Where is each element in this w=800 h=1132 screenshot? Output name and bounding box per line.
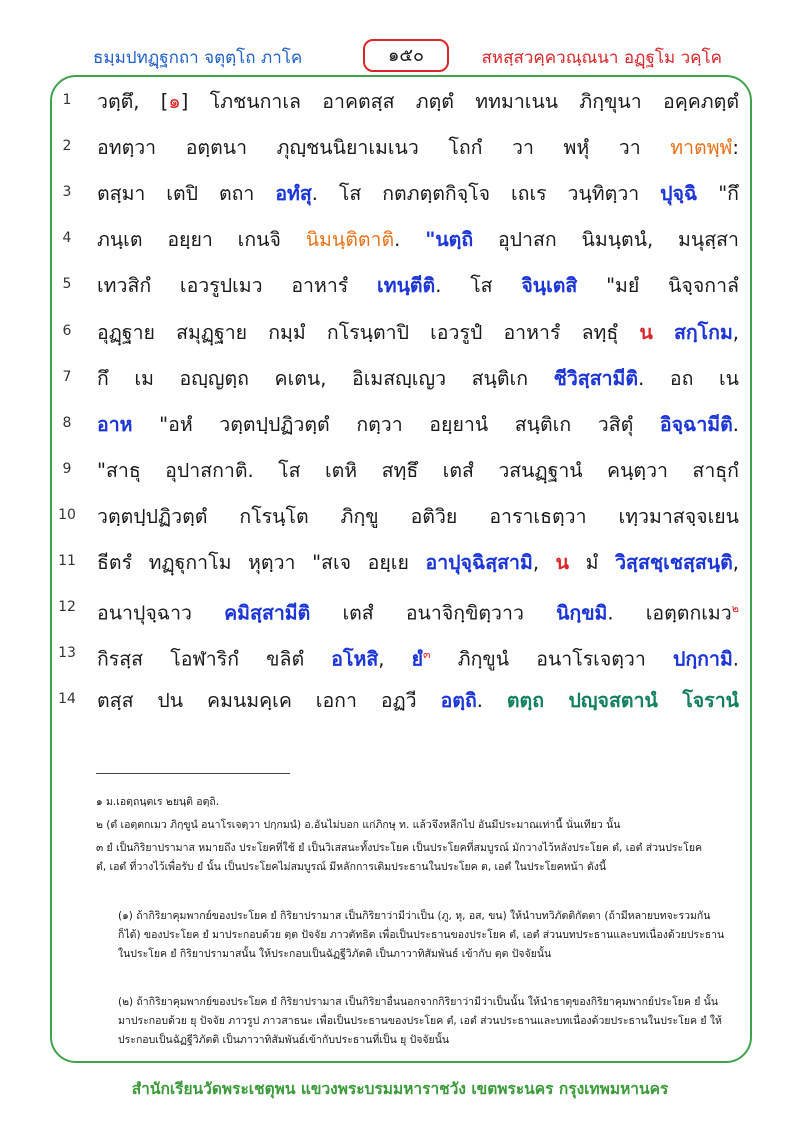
text-segment: ธีตรํ ทฏฺฐุกาโม หุตฺวา "สเจ อยฺเย xyxy=(97,551,426,574)
footer-institution: สำนักเรียนวัดพระเชตุพน แขวงพระบรมมหาราชวัง เขตพระนคร กรุงเทพมหานคร xyxy=(131,1080,669,1098)
line-text xyxy=(97,497,739,537)
text-line xyxy=(0,174,800,214)
footnote-marker: ๒ xyxy=(731,602,739,616)
text-segment: อโหสิ xyxy=(331,647,379,671)
text-segment: . xyxy=(394,228,426,252)
text-segment: . เอตฺตกเมว xyxy=(607,601,732,625)
line-number: 6 xyxy=(62,322,72,339)
header-chapter-title: สหสฺสวคฺควณฺณนา อฏฺฐโม วคฺโค xyxy=(481,48,722,68)
line-text xyxy=(97,128,739,168)
line-number: 8 xyxy=(62,414,72,431)
line-text xyxy=(97,266,739,306)
text-segment: ปุจฺฉิ xyxy=(660,182,698,206)
text-segment: ภนฺเต อยฺยา เกนจิ xyxy=(97,228,306,252)
text-line xyxy=(0,497,800,537)
header-book-title: ธมฺมปทฏฺฐกถา จตุตฺโถ ภาโค xyxy=(93,48,303,68)
text-line xyxy=(0,359,800,399)
text-segment: นิกฺขมิ xyxy=(556,601,608,625)
text-segment: ๑ xyxy=(168,90,181,113)
text-segment: "สาธุ อุปาสกาติ. โส เตหิ สทฺธึ เตสํ วสนฏฺฐานํ คนฺตฺวา สาธุกํ xyxy=(97,458,739,482)
line-number: 7 xyxy=(62,368,72,385)
line-text xyxy=(97,681,739,721)
text-segment: ปกฺกามิ xyxy=(673,647,733,671)
line-text xyxy=(97,451,739,491)
text-segment: น xyxy=(555,551,570,574)
text-segment: ชีวิสฺสามีติ xyxy=(553,366,639,390)
text-segment: อทตฺวา อตฺตนา ภุญฺชนนิยาเมเนว โถกํ วา พหุํ วา xyxy=(97,136,671,160)
text-segment: เทวสิกํ เอวรูปเมว อาหารํ xyxy=(97,274,378,298)
text-segment: ตสฺมา เตปิ ตถา xyxy=(97,182,276,206)
text-segment: เตสํ อนาจิกฺขิตฺวาว xyxy=(310,601,557,625)
footnote-marker: ๓ xyxy=(423,648,431,662)
line-number: 13 xyxy=(58,645,76,662)
line-number: 11 xyxy=(58,553,76,569)
text-segment: "นตฺถิ xyxy=(425,228,474,252)
line-number: 9 xyxy=(62,460,72,477)
footnote-3-rule-1: (๑) ถ้ากิริยาคุมพากย์ของประโยค ยํ กิริยาปรามาส เป็นกิริยาว่ามีว่าเป็น (ภู, หุ, อส, ขน) ให้นำบทวิภัตติกัตตา (ถ้ามีหลายบทจะรวมกันก็ได้) ของประโยค ยํ มาประกอบด้วย ตฺต ปัจจัย ภาวตัทธิต เพื่อเป็นประธานของประโยค ตํ, เอตํ ส่วนบทประธานและบทเนื่องด้วยประธานในประโยค ยํ กิริยาปรามาสนั้น ให้ประกอบเป็นฉัฏฐีวิภัตติ เป็นภาวาทิสัมพันธ์ เข้ากับ ตฺต ปัจจัยนั้น xyxy=(118,910,725,960)
line-text xyxy=(97,405,739,445)
text-line xyxy=(0,635,800,675)
line-number: 2 xyxy=(62,138,72,155)
text-segment: . โส xyxy=(435,274,522,298)
line-number: 10 xyxy=(58,506,76,523)
text-segment: เทนฺตีติ xyxy=(377,274,436,298)
line-number: 12 xyxy=(58,599,76,616)
text-segment: ตสฺส ปน คมนมคฺเค เอกา อฏวี xyxy=(97,689,441,713)
line-text xyxy=(97,543,739,583)
text-segment xyxy=(653,321,674,344)
text-line xyxy=(0,681,800,721)
text-segment: วตฺตปฺปฏิวตฺตํ กโรนฺโต ภิกฺขู อติวิย อาราเธตฺวา เทฺวมาสจฺจเยน xyxy=(97,504,739,528)
line-text xyxy=(97,589,739,634)
text-segment: นิมนฺติตาติ xyxy=(305,228,395,252)
text-segment: , xyxy=(532,551,556,574)
text-segment: คมิสฺสามีติ xyxy=(224,601,311,625)
text-segment: ภิกฺขูนํ อนาโรเจตฺวา xyxy=(430,647,673,671)
text-segment: วตฺตึ, [ xyxy=(97,90,169,113)
text-line xyxy=(0,589,800,629)
page-number: ๑๕๐ xyxy=(363,39,449,72)
text-segment: อุฏฺฐาย สมุฏฺฐาย กมฺมํ กโรนฺตาปิ เอวรูปํ อาหารํ ลทฺธุํ xyxy=(97,320,640,344)
line-number: 14 xyxy=(58,691,76,708)
line-text xyxy=(97,82,739,122)
text-segment: อาปุจฺฉิสฺสามิ xyxy=(425,551,533,574)
text-line xyxy=(0,313,800,353)
text-segment: . xyxy=(476,689,507,713)
text-segment: กิรสฺส โอฬาริกํ ขลิตํ xyxy=(97,647,332,671)
text-line xyxy=(0,220,800,260)
text-segment: ทาตพฺพํ xyxy=(670,136,733,160)
footnote-rule xyxy=(96,773,290,774)
text-segment: . อถ เน xyxy=(638,366,739,390)
text-segment: "มยํ นิจฺจกาลํ xyxy=(577,274,739,298)
text-line xyxy=(0,543,800,583)
text-segment: อทํสุ xyxy=(275,182,312,206)
text-segment: กึ เม อญฺญตฺถ คเตน, อิเมสญฺเญว สนฺติเก xyxy=(97,366,554,390)
text-line xyxy=(0,451,800,491)
text-segment: : xyxy=(732,136,739,160)
line-text xyxy=(97,174,739,214)
footnote-3-rule-2: (๒) ถ้ากิริยาคุมพากย์ของประโยค ยํ กิริยาปรามาส เป็นกิริยาอื่นนอกจากกิริยาว่ามีว่าเป็นนั้น ให้นำธาตุของกิริยาคุมพากย์ประโยค ยํ นั้น มาประกอบด้วย ยุ ปัจจัย ภาวรูป ภาวสาธนะ เพื่อเป็นประธานของประโยค ตํ, เอตํ ส่วนประธานและบทเนื่องด้วยประธานในประโยค ยํ ให้ประกอบเป็นฉัฏฐีวิภัตติ เป็นภาวาทิสัมพันธ์เข้ากับประธานที่เป็น ยุ ปัจจัยนั้น xyxy=(118,996,722,1046)
text-line xyxy=(0,82,800,122)
text-line xyxy=(0,405,800,445)
line-text xyxy=(97,220,739,260)
footnote-2: ๒ (ตํ เอตฺตกเมว ภิกฺขูนํ อนาโรเจตฺวา ปกฺกมนํ) อ.อันไม่บอก แก่ภิกษุ ท. แล้วจึงหลีกไป อันมีประมาณเท่านี้ นั่นเทียว นั้น xyxy=(96,819,621,831)
text-segment: "อหํ วตฺตปฺปฏิวตฺตํ กตฺวา อยฺยานํ สนฺติเก วสิตุํ xyxy=(132,412,660,436)
text-segment: . โส กตภตฺตกิจฺโจ เถเร วนฺทิตฺวา xyxy=(311,182,661,206)
text-segment: จินฺเตสิ xyxy=(521,274,578,298)
text-segment: ] โภชนกาเล อาคตสฺส ภตฺตํ ททมาเนน ภิกฺขุนา อคฺคภตฺตํ xyxy=(180,90,739,113)
text-segment: น xyxy=(639,320,653,344)
line-number: 5 xyxy=(62,276,72,293)
text-segment: มํ xyxy=(569,551,616,574)
line-text xyxy=(97,635,739,680)
text-segment: . xyxy=(732,412,739,436)
footnote-1: ๑ ม.เอตฺถนฺตเร ๒ยนฺติ อตฺถิ. xyxy=(96,796,220,808)
line-number: 1 xyxy=(62,92,72,108)
text-line xyxy=(0,128,800,168)
text-segment: อนาปุจฺฉาว xyxy=(97,601,225,625)
text-segment: วิสฺสชฺเชสฺสนฺติ xyxy=(615,551,733,574)
text-segment: . xyxy=(732,647,739,671)
footnote-3: ๓ ยํ เป็นกิริยาปรามาส หมายถึง ประโยคที่ใช้ ยํ เป็นวิเสสนะทั้งประโยค เป็นประโยคที่สมบูรณ์ มักวางไว้หลังประโยค ตํ, เอตํ ส่วนประโยค ตํ, เอตํ ที่วางไว้เพื่อรับ ยํ นั้น เป็นประโยคไม่สมบูรณ์ มีหลักการเติมประธานในประโยค ต, เอตํ ในประโยคหน้า ดังนี้ xyxy=(96,842,702,873)
text-segment: , xyxy=(732,320,739,344)
text-line xyxy=(0,266,800,306)
text-segment: ตตฺถ ปญฺจสตานํ โจรานํ xyxy=(506,689,739,713)
line-number: 3 xyxy=(62,184,72,201)
line-text xyxy=(97,359,739,399)
line-text xyxy=(97,313,739,353)
line-number: 4 xyxy=(62,230,72,247)
text-segment: อุปาสก นิมนฺตนํ, มนุสฺสา xyxy=(473,228,739,252)
text-segment: สกฺโกม xyxy=(673,320,733,344)
text-segment: , xyxy=(732,551,739,574)
text-segment: อาห xyxy=(97,412,133,436)
text-segment: อิจฺฉามีติ xyxy=(659,412,733,436)
text-segment: "กึ xyxy=(697,182,739,206)
text-segment: อตฺถิ xyxy=(440,689,477,713)
text-segment: , xyxy=(378,647,412,671)
text-segment: ยํ xyxy=(411,647,424,671)
